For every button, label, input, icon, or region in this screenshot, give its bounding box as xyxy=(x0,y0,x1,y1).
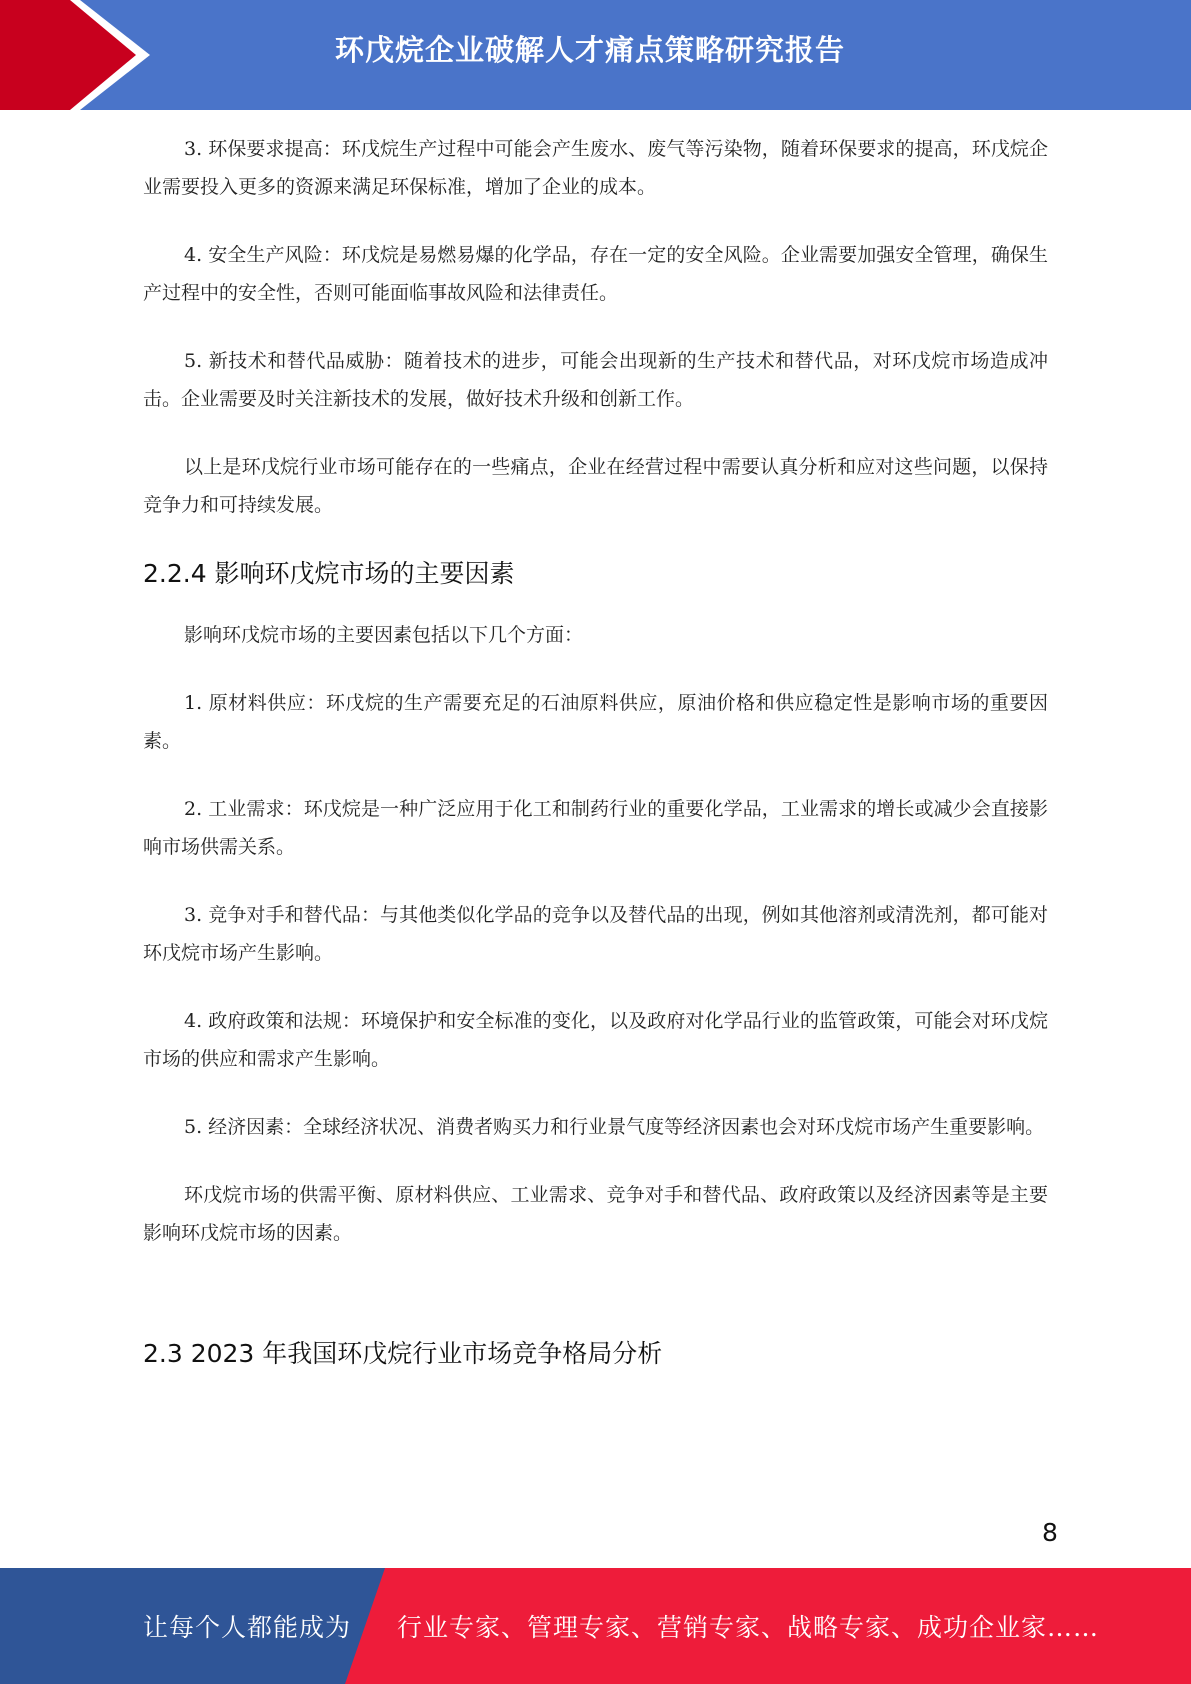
paragraph: 3. 环保要求提高：环戊烷生产过程中可能会产生废水、废气等污染物，随着环保要求的提高，环戊烷企业需要投入更多的资源来满足环保标准，增加了企业的成本。 xyxy=(143,138,1048,198)
paragraph: 4. 政府政策和法规：环境保护和安全标准的变化，以及政府对化学品行业的监管政策，可能会对环戊烷市场的供应和需求产生影响。 xyxy=(143,1010,1048,1070)
section-heading-2-3: 2.3 2023 年我国环戊烷行业市场竞争格局分析 xyxy=(143,1339,663,1368)
footer-slogan-left: 让每个人都能成为 xyxy=(143,1613,352,1642)
paragraph: 影响环戊烷市场的主要因素包括以下几个方面： xyxy=(184,624,584,646)
page-header xyxy=(0,0,1191,110)
paragraph: 2. 工业需求：环戊烷是一种广泛应用于化工和制药行业的重要化学品，工业需求的增长或减少会直接影响市场供需关系。 xyxy=(143,798,1048,858)
header-chevron-decoration xyxy=(0,0,160,110)
paragraph: 4. 安全生产风险：环戊烷是易燃易爆的化学品，存在一定的安全风险。企业需要加强安全管理，确保生产过程中的安全性，否则可能面临事故风险和法律责任。 xyxy=(143,244,1048,304)
header-title: 环戊烷企业破解人才痛点策略研究报告 xyxy=(335,33,846,67)
paragraph: 5. 新技术和替代品威胁：随着技术的进步，可能会出现新的生产技术和替代品，对环戊烷市场造成冲击。企业需要及时关注新技术的发展，做好技术升级和创新工作。 xyxy=(143,350,1048,410)
page-number: 8 xyxy=(1042,1518,1058,1547)
section-heading-2-2-4: 2.2.4 影响环戊烷市场的主要因素 xyxy=(143,559,515,588)
paragraph: 环戊烷市场的供需平衡、原材料供应、工业需求、竞争对手和替代品、政府政策以及经济因素等是主要影响环戊烷市场的因素。 xyxy=(143,1184,1048,1244)
page-footer xyxy=(0,1568,1191,1684)
footer-slogan-right: 行业专家、管理专家、营销专家、战略专家、成功企业家…… xyxy=(397,1613,1100,1642)
paragraph: 5. 经济因素：全球经济状况、消费者购买力和行业景气度等经济因素也会对环戊烷市场产生重要影响。 xyxy=(184,1116,1045,1138)
paragraph: 3. 竞争对手和替代品：与其他类似化学品的竞争以及替代品的出现，例如其他溶剂或清洗剂，都可能对环戊烷市场产生影响。 xyxy=(143,904,1048,964)
paragraph: 1. 原材料供应：环戊烷的生产需要充足的石油原料供应，原油价格和供应稳定性是影响市场的重要因素。 xyxy=(143,692,1048,752)
paragraph: 以上是环戊烷行业市场可能存在的一些痛点，企业在经营过程中需要认真分析和应对这些问题，以保持竞争力和可持续发展。 xyxy=(143,456,1048,516)
page-content xyxy=(143,130,1048,1370)
